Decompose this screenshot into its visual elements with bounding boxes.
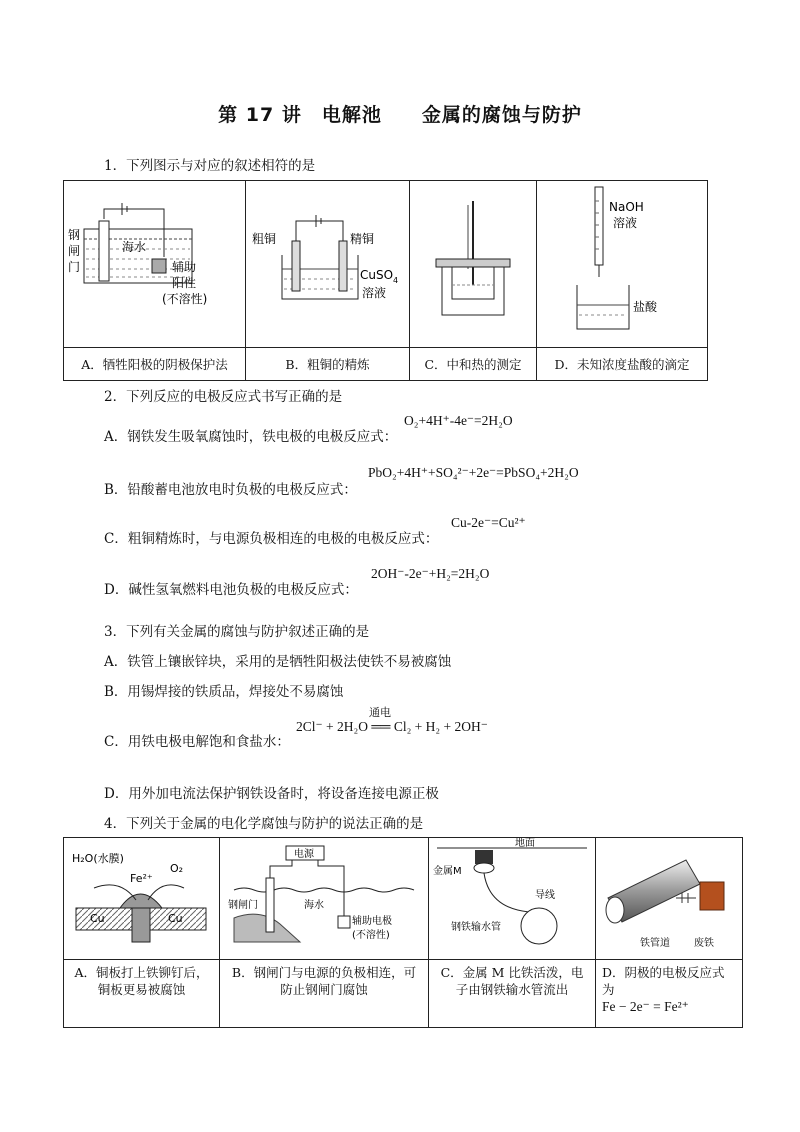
q4-figure-table [63,837,743,1028]
q4-figure-a [64,838,220,960]
q1-figure-a [64,181,246,348]
q3-option-c: C．用铁电极电解饱和食盐水： [104,734,290,750]
q1-caption-c: C．中和热的测定 [410,348,537,381]
q1a-label-gang: 钢 [68,228,81,242]
q2-option-b: B．铅酸蓄电池放电时负极的电极反应式： [104,482,357,498]
q4-caption-a: A．铜板打上铁铆钉后，铜板更易被腐蚀 [64,960,220,1028]
q4b-label-sea: 海水 [304,900,324,911]
q4-formula-d: Fe − 2e⁻ = Fe²⁺ [602,999,689,1014]
q1a-label-seawater: 海水 [122,240,147,254]
q3-formula-condition: 通电 [369,707,391,719]
q4d-label-scrap: 废铁 [694,938,714,949]
q1d-label-solution: 溶液 [613,216,638,230]
q1a-label-anode: 阳性 [172,276,197,290]
q3-option-d: D．用外加电流法保护钢铁设备时，将设备连接电源正极 [104,786,439,802]
q1-figure-b [246,181,410,348]
q1b-label-crude: 粗铜 [252,232,277,246]
q4a-label-o2: O₂ [170,862,184,875]
q2-stem: 2．下列反应的电极反应式书写正确的是 [104,389,343,405]
q2-option-a: A．钢铁发生吸氧腐蚀时，铁电极的电极反应式： [104,429,398,445]
q4c-label-wire: 导线 [535,890,555,901]
q1-stem: 1．下列图示与对应的叙述相符的是 [104,158,316,174]
q4c-label-pipe: 钢铁输水管 [451,922,501,933]
q4c-label-ground: 地面 [515,838,535,849]
q4-stem: 4．下列关于金属的电化学腐蚀与防护的说法正确的是 [104,816,424,832]
q4-caption-c: C．金属 M 比铁活泼，电子由钢铁输水管流出 [429,960,596,1028]
q4d-label-pipe: 铁管道 [640,938,670,949]
q3-option-a: A．铁管上镶嵌锌块，采用的是牺牲阳极法使铁不易被腐蚀 [104,654,452,670]
q1-figure-d [537,181,708,348]
q1-caption-a: A．牺牲阳极的阴极保护法 [64,348,246,381]
q3-formula-c: 2Cl⁻ + 2H₂O ══ Cl₂ + H₂ + 2OH⁻ [296,719,488,734]
q1d-label-hcl: 盐酸 [633,300,658,314]
q3-option-b: B．用锡焊接的铁质品，焊接处不易腐蚀 [104,684,344,700]
q1a-label-men: 门 [68,260,81,274]
q1b-label-cuso4: CuSO$_4$ [360,268,399,285]
q1b-label-pure: 精铜 [350,232,375,246]
q1-caption-d: D．未知浓度盐酸的滴定 [537,348,708,381]
q4a-label-water: H₂O(水膜) [72,852,124,865]
q2-formula-c: Cu-2e⁻=Cu²⁺ [451,515,526,530]
q1a-label-zha: 闸 [68,244,81,258]
q2-formula-a: O₂+4H⁺-4e⁻=2H₂O [404,413,513,428]
q1a-label-insoluble: (不溶性) [162,292,208,306]
q3-stem: 3．下列有关金属的腐蚀与防护叙述正确的是 [104,624,370,640]
q4b-label-gate: 钢闸门 [228,900,258,911]
q4b-label-aux: 辅助电极 [352,916,392,927]
q2-formula-d: 2OH⁻-2e⁻+H₂=2H₂O [371,566,490,581]
q1a-label-aux: 辅助 [172,260,197,274]
q4-figure-b [220,838,429,960]
q2-formula-b: PbO₂+4H⁺+SO₄²⁻+2e⁻=PbSO₄+2H₂O [368,465,579,480]
q1-caption-b: B．粗铜的精炼 [246,348,410,381]
q1-figure-table [63,180,708,381]
q4a-label-fe: Fe²⁺ [130,872,153,885]
q1d-label-naoh: NaOH [609,200,644,214]
q1b-label-solution: 溶液 [362,286,387,300]
q4b-label-insoluble: (不溶性) [352,930,390,941]
q4-figure-c [429,838,596,960]
q4a-label-cu-right: Cu [168,912,183,925]
q4-caption-d [596,960,743,1028]
q4-caption-b: B．钢闸门与电源的负极相连，可防止钢闸门腐蚀 [220,960,429,1028]
q4-figure-d [596,838,743,960]
q4-caption-d-text: D．阴极的电极反应式为 [602,965,725,997]
q1-figure-c [410,181,537,348]
q2-option-c: C．粗铜精炼时，与电源负极相连的电极的电极反应式： [104,531,439,547]
q2-option-d: D．碱性氢氧燃料电池负极的电极反应式： [104,582,358,598]
q4a-label-cu-left: Cu [90,912,105,925]
q4c-label-metal: 金属M [433,866,462,877]
q4b-label-power: 电源 [294,849,314,860]
page-title: 第 17 讲 电解池 金属的腐蚀与防护 [218,104,582,126]
